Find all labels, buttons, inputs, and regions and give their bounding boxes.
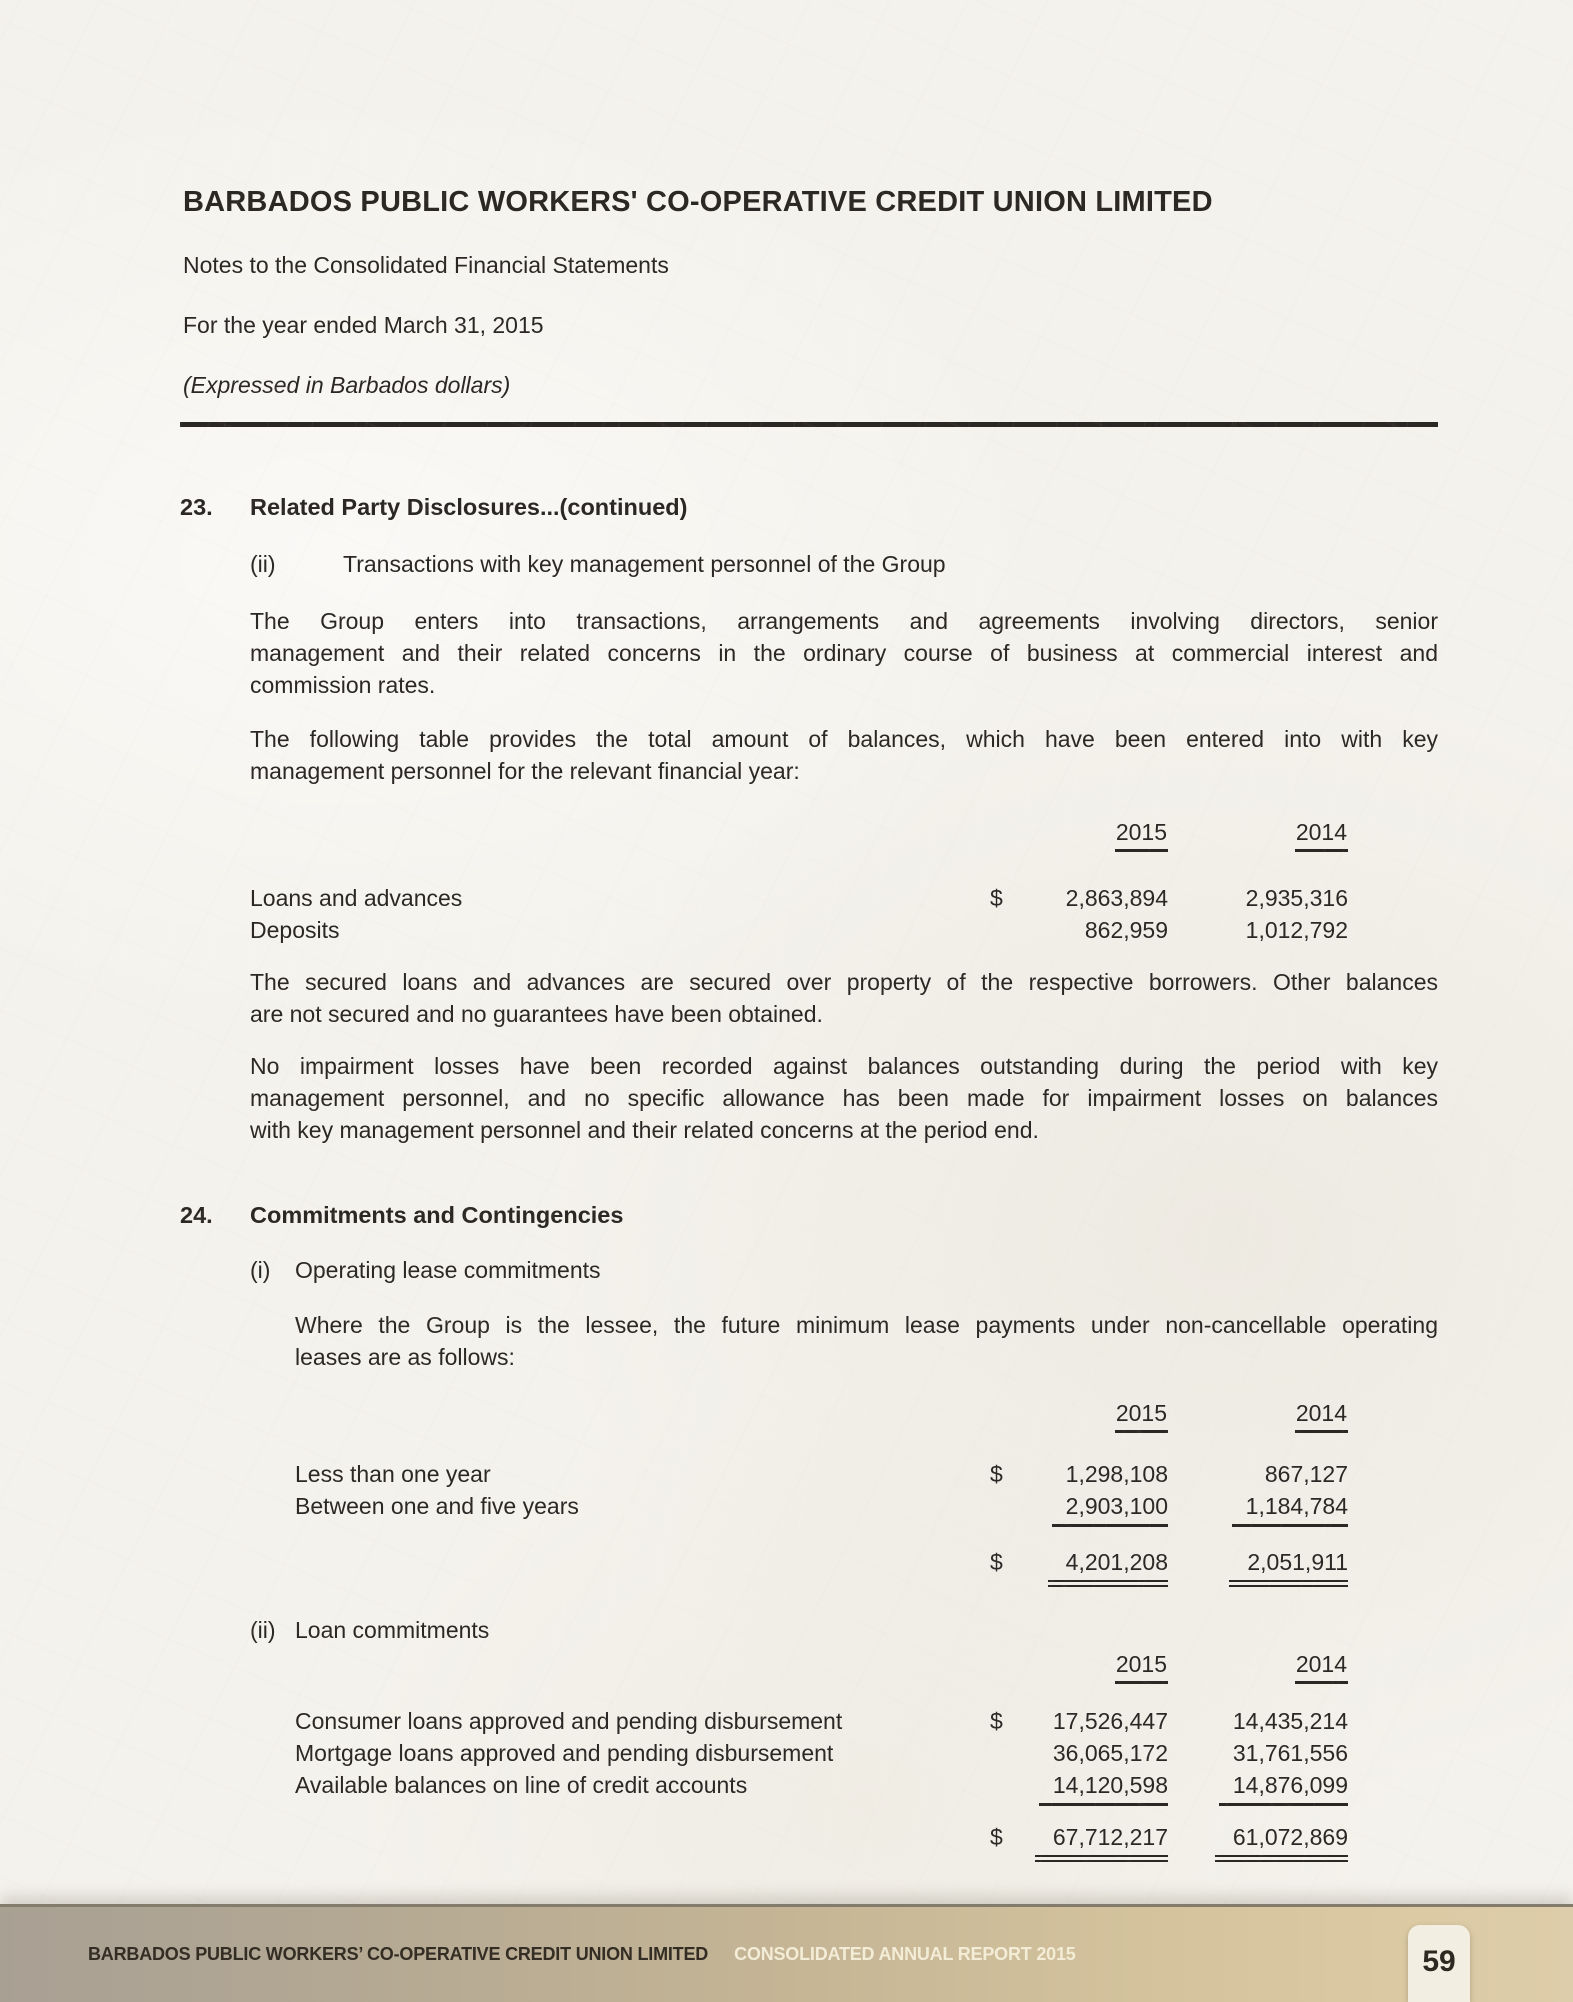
total-2014: 2,051,911: [1168, 1546, 1348, 1587]
paragraph-line: management personnel for the relevant financial year:: [250, 758, 800, 784]
value-2015: 36,065,172: [1052, 1740, 1168, 1766]
paragraph-line: Where the Group is the lessee, the future minimum lease payments under non-cancellable operating: [295, 1312, 1438, 1338]
table-header-row: [295, 1648, 1348, 1684]
loan-commitments-table: [295, 1648, 1348, 1862]
value-2014: 31,761,556: [1232, 1740, 1348, 1766]
value-2014: 1,012,792: [1245, 917, 1348, 943]
row-label: Deposits: [250, 917, 340, 943]
operating-lease-table: [295, 1397, 1348, 1587]
value-2015: 862,959: [1084, 917, 1168, 943]
col-header-2014: 2014: [1168, 816, 1348, 852]
value-2015: 14,120,598: [1015, 1769, 1168, 1806]
table-row: [295, 1490, 1348, 1527]
paragraph-line: No impairment losses have been recorded against balances outstanding during the period with key: [250, 1053, 1438, 1079]
footer-company: BARBADOS PUBLIC WORKERS’ CO-OPERATIVE CREDIT UNION LIMITED: [88, 1944, 709, 1964]
paragraph-line: management and their related concerns in the ordinary course of business at commercial interest and: [250, 640, 1438, 666]
paragraph: [250, 1050, 1438, 1146]
value-2015: 17,526,447: [1052, 1708, 1168, 1734]
paragraph-line: commission rates.: [250, 672, 436, 698]
value-2015: 2,903,100: [1015, 1490, 1168, 1527]
header-divider: [180, 422, 1438, 427]
section-24-heading: [180, 1199, 1573, 1231]
table-row: [250, 914, 1348, 946]
table-total-row: [295, 1546, 1348, 1587]
table-row: [250, 882, 1348, 914]
page-number: 59: [1422, 1945, 1456, 1978]
footer-report-title: CONSOLIDATED ANNUAL REPORT 2015: [734, 1944, 1076, 1964]
value-2014: 867,127: [1264, 1461, 1348, 1487]
dollar-sign: $: [990, 1461, 1003, 1487]
total-2014: 61,072,869: [1168, 1821, 1348, 1862]
section-23-item-ii: [250, 548, 1573, 580]
value-2014: 1,184,784: [1168, 1490, 1348, 1527]
table-header-row: [250, 816, 1348, 852]
paragraph-line: leases are as follows:: [295, 1344, 515, 1370]
value-2014: 2,935,316: [1245, 885, 1348, 911]
col-header-2014: 2014: [1168, 1397, 1348, 1433]
page-number-tab: [1408, 1925, 1470, 2002]
paragraph: [250, 605, 1438, 701]
paragraph-line: The following table provides the total amount of balances, which have been entered into with key: [250, 726, 1438, 752]
row-label: Available balances on line of credit accounts: [295, 1772, 748, 1798]
row-label: Less than one year: [295, 1461, 491, 1487]
footer-bar: [0, 1904, 1573, 2002]
footer-content: [0, 1907, 1573, 2002]
item-marker: (ii): [250, 1617, 276, 1643]
col-header-2015: 2015: [1015, 1397, 1168, 1433]
paragraph-line: The Group enters into transactions, arrangements and agreements involving directors, senior: [250, 608, 1438, 634]
doc-period: For the year ended March 31, 2015: [183, 312, 544, 338]
paragraph-line: The secured loans and advances are secured over property of the respective borrowers. Other balances: [250, 969, 1438, 995]
item-text: Loan commitments: [295, 1617, 490, 1643]
col-header-2014: 2014: [1168, 1648, 1348, 1684]
paragraph-line: management personnel, and no specific allowance has been made for impairment losses on balances: [250, 1085, 1438, 1111]
section-number: 23.: [180, 494, 213, 520]
item-marker: (ii): [250, 551, 276, 577]
paragraph-line: with key management personnel and their related concerns at the period end.: [250, 1117, 1039, 1143]
row-label: Between one and five years: [295, 1493, 579, 1519]
value-2015: 1,298,108: [1065, 1461, 1168, 1487]
table-row: [295, 1458, 1348, 1490]
paragraph: [250, 723, 1438, 787]
related-party-balances-table: [250, 816, 1348, 946]
section-24-item-ii: [250, 1614, 1573, 1646]
page-title: BARBADOS PUBLIC WORKERS' CO-OPERATIVE CREDIT UNION LIMITED: [183, 186, 1213, 218]
section-title: Commitments and Contingencies: [250, 1202, 624, 1228]
value-2014: 14,435,214: [1232, 1708, 1348, 1734]
section-23-heading: [180, 491, 1573, 523]
total-2015: 4,201,208: [1015, 1546, 1168, 1587]
value-2015: 2,863,894: [1065, 885, 1168, 911]
value-2014: 14,876,099: [1168, 1769, 1348, 1806]
paragraph: [295, 1309, 1438, 1373]
doc-subtitle: Notes to the Consolidated Financial Statements: [183, 252, 669, 278]
item-text: Operating lease commitments: [295, 1257, 601, 1283]
row-label: Mortgage loans approved and pending disbursement: [295, 1740, 834, 1766]
doc-currency-note: (Expressed in Barbados dollars): [183, 372, 511, 398]
item-marker: (i): [250, 1257, 271, 1283]
dollar-sign: $: [990, 1549, 1003, 1575]
dollar-sign: $: [990, 1708, 1003, 1734]
dollar-sign: $: [990, 1824, 1003, 1850]
table-row: [295, 1705, 1348, 1737]
dollar-sign: $: [990, 885, 1003, 911]
table-row: [295, 1769, 1348, 1806]
paragraph: [250, 966, 1438, 1030]
section-24-item-i: [250, 1254, 1573, 1286]
table-total-row: [295, 1821, 1348, 1862]
section-number: 24.: [180, 1202, 213, 1228]
row-label: Consumer loans approved and pending disbursement: [295, 1708, 843, 1734]
dollar-sign: [990, 914, 1015, 946]
col-header-2015: 2015: [1015, 1648, 1168, 1684]
total-2015: 67,712,217: [1015, 1821, 1168, 1862]
table-row: [295, 1737, 1348, 1769]
item-text: Transactions with key management personnel of the Group: [343, 551, 946, 577]
row-label: Loans and advances: [250, 885, 463, 911]
table-header-row: [295, 1397, 1348, 1433]
col-header-2015: 2015: [1015, 816, 1168, 852]
paragraph-line: are not secured and no guarantees have been obtained.: [250, 1001, 823, 1027]
section-title: Related Party Disclosures...(continued): [250, 494, 688, 520]
